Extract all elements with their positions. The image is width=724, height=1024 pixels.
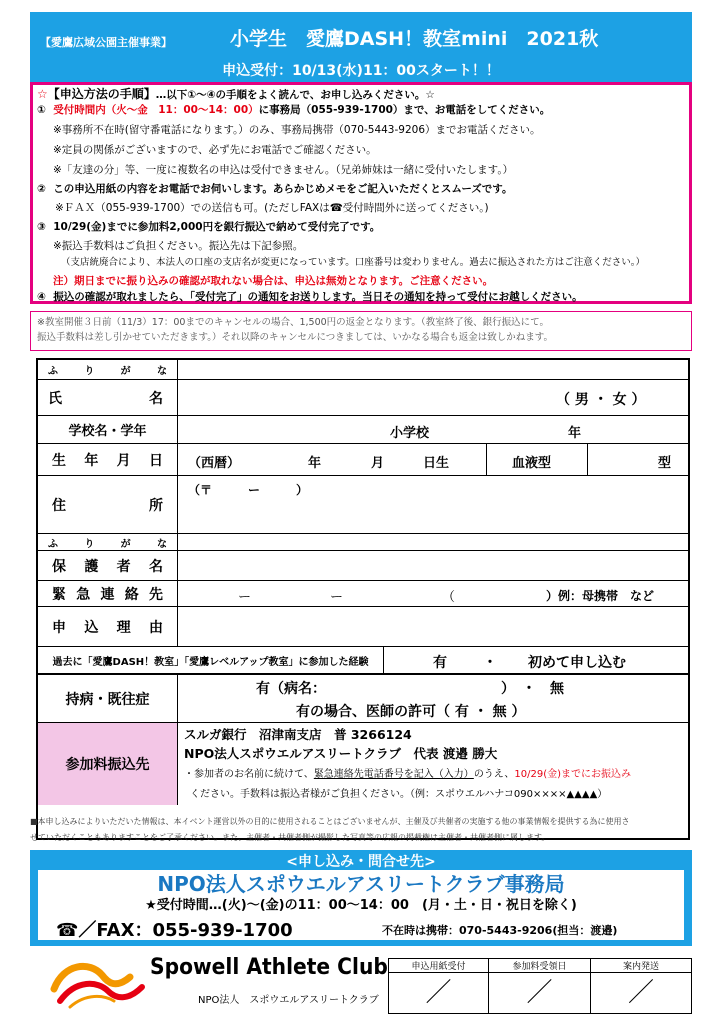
label-char: が	[120, 538, 131, 550]
contact-org: NPO法人スポウエルアスリートクラブ事務局	[157, 872, 565, 896]
contact-hours: ★受付時間…(火)～(金)の11：00～14：00 (月・土・日・祝日を除く)	[145, 898, 577, 913]
school-field[interactable]	[179, 416, 688, 443]
stamp-cell-3[interactable]: ／	[627, 978, 654, 1008]
step-3-note-1: ※振込手数料はご負担ください。振込先は下記参照。	[53, 240, 304, 252]
fee-label	[38, 723, 178, 805]
grade-suffix: 年	[568, 426, 582, 441]
bank-note-1	[184, 765, 631, 780]
cancellation-line-1: ※教室開催３日前（11/3）17：00までのキャンセルの場合、1,500円の返金となります。（教室終了後、銀行振込にて。	[37, 317, 549, 328]
form-row-illness	[38, 675, 688, 723]
step-3-text: 10/29(金)までに参加料2,000円を銀行振込で納めて受付完了です。	[53, 221, 381, 233]
label-text: 参加料振込先	[65, 757, 150, 773]
logo	[50, 955, 388, 1010]
logo-sub: NPO法人 スポウエルアスリートクラブ	[198, 995, 379, 1006]
stamp-header-3: 案内発送	[591, 959, 691, 973]
label-char: 住	[52, 497, 66, 514]
label-char: り	[84, 538, 95, 550]
label-char: ふ	[48, 366, 58, 377]
stamp-cell-1[interactable]: ／	[389, 973, 489, 1013]
form-row-experience	[38, 647, 688, 675]
emergency-dash-1: ー	[238, 590, 252, 605]
bank-note-2: ください。手数料は振込者様がご負担ください。（例：スポウエルハナコ090××××▲▲▲▲）	[190, 789, 608, 800]
label-char: 所	[149, 497, 163, 514]
emergency-paren: （	[442, 590, 456, 605]
step-2-number: ②	[37, 183, 46, 195]
furigana-label	[38, 360, 178, 379]
label-char: 保	[52, 558, 66, 575]
step-3-warning: 注）期日までに振り込みの確認が取れない場合は、申込は無効となります。ご注意ください。	[53, 275, 494, 287]
form-row-reason	[38, 607, 688, 647]
bank-note-b: 緊急連絡先電話番号を記入（入力）	[313, 769, 474, 780]
label-char: 絡	[124, 586, 139, 603]
emergency-field[interactable]	[179, 581, 688, 606]
step-1-hours: 受付時間内（火～金 11：00～14：00）	[53, 104, 259, 116]
step-2-text: この申込用紙の内容をお電話でお伺いします。あらかじめメモをご記入いただくとスムーズです。	[53, 183, 513, 195]
furigana-field[interactable]	[179, 360, 688, 379]
illness-label	[38, 675, 178, 722]
form-row-address	[38, 476, 688, 534]
address-label	[38, 476, 178, 533]
form-row-name	[38, 380, 688, 416]
header-banner	[30, 12, 692, 84]
cancellation-note	[30, 311, 692, 351]
birth-year[interactable]: 年	[308, 456, 322, 471]
form-row-emergency	[38, 581, 688, 607]
step-3-note-2: （支店統廃合により、本法人の口座の支店名が変更になっています。口座番号は変わりません。過去に振込された方はご注意ください。）	[61, 257, 646, 268]
emergency-dash-2: ー	[330, 590, 344, 605]
divider	[587, 444, 588, 475]
illness-line-1[interactable]: 有（病名： ） ・ 無	[256, 681, 564, 697]
label-char: 日	[148, 452, 163, 469]
contact-phone[interactable]: ☎／FAX：055-939-1700	[56, 920, 293, 941]
reason-label	[38, 607, 178, 646]
header-subtitle: 申込受付：10/13(水)11：00スタート！！	[222, 63, 500, 79]
experience-first[interactable]: 初めて申し込む	[528, 655, 626, 671]
blood-label: 血液型	[512, 456, 552, 471]
reason-field[interactable]	[179, 607, 688, 646]
office-use-table	[388, 958, 692, 1014]
birth-label	[38, 444, 178, 475]
label-char: 年	[84, 452, 99, 469]
bank-line-1: スルガ銀行 沼津南支店 普 3266124	[184, 727, 412, 742]
experience-label-cell	[38, 647, 384, 673]
form-row-guardian-furigana	[38, 534, 688, 551]
label-char: な	[156, 366, 167, 377]
guardian-field[interactable]	[179, 551, 688, 580]
label-char: 氏	[48, 390, 62, 407]
procedure-heading	[37, 87, 435, 102]
step-4-number: ④	[37, 291, 46, 303]
emergency-example: ）例：母携帯 など	[546, 589, 655, 603]
label-char: な	[156, 538, 167, 550]
label-char: り	[84, 366, 95, 377]
star-icon: ☆	[37, 87, 48, 101]
experience-yes[interactable]: 有	[433, 655, 447, 671]
privacy-line-2: せていただくこともありますことをご了承ください。また、主催者・共催者側が撮影した写真等の広報の掲載権は主催者・共催者側に属します。	[30, 833, 550, 842]
stamp-cell-2[interactable]: ／	[489, 973, 591, 1013]
blood-suffix[interactable]: 型	[658, 456, 672, 471]
address-field[interactable]	[179, 498, 688, 533]
school-label	[38, 416, 178, 443]
step-1-note-1: ※事務所不在時(留守番電話になります。）のみ、事務局携帯（070-5443-9206）までお電話ください。	[53, 124, 541, 136]
step-1	[37, 103, 550, 117]
label-text: 持病・既往症	[65, 691, 150, 708]
contact-inner	[38, 870, 684, 940]
label-char: 名	[148, 558, 163, 575]
bank-note-a: ・参加者のお名前に続けて、	[184, 769, 314, 780]
page-title: 小学生 愛鷹DASH！教室mini 2021秋	[230, 28, 599, 50]
school-suffix: 小学校	[390, 426, 430, 441]
experience-separator: ・	[483, 655, 497, 671]
label-char: 者	[116, 558, 131, 575]
privacy-line-1: ■本申し込みによりいただいた情報は、本イベント運営以外の目的に使用されることはございませんが、主催及び共催者の実施する他の事業情報を提供する為に使用さ	[30, 817, 630, 826]
label-text: 学校名・学年	[68, 424, 147, 439]
guardian-furigana-label	[38, 534, 178, 550]
bank-line-2: NPO法人スポウエルアスリートクラブ 代表 渡邉 勝大	[184, 746, 498, 761]
form-row-school	[38, 416, 688, 444]
birth-month[interactable]: 月	[371, 456, 385, 471]
form-row-guardian	[38, 551, 688, 581]
label-char: 月	[116, 452, 131, 469]
birth-day[interactable]: 日生	[423, 456, 450, 471]
address-zip[interactable]: （〒 ー ）	[188, 483, 309, 497]
label-char: 急	[76, 586, 91, 603]
step-3-number: ③	[37, 221, 46, 233]
application-form	[36, 358, 690, 840]
step-4	[37, 290, 583, 304]
label-char: ふ	[48, 538, 58, 550]
contact-mobile[interactable]: 不在時は携帯：070-5443-9206(担当：渡邉)	[382, 924, 618, 937]
label-char: 生	[52, 452, 66, 469]
step-4-text: 振込の確認が取れましたら、「受付完了」の通知をお送りします。当日その通知を持って受付にお越しください。	[53, 291, 583, 303]
procedure-heading-title: 【申込方法の手順】	[47, 87, 156, 101]
label-char: 込	[84, 619, 99, 636]
bank-note-c: のうえ、	[473, 769, 515, 780]
name-label	[38, 380, 178, 415]
guardian-furigana-field[interactable]	[179, 534, 688, 550]
emergency-label	[38, 581, 178, 606]
label-char: が	[120, 366, 131, 377]
illness-line-2[interactable]: 有の場合、医師の許可（ 有 ・ 無 ）	[296, 704, 526, 720]
label-char: 理	[116, 619, 131, 636]
stamp-header-2: 参加料受領日	[489, 959, 591, 973]
step-1-note-3: ※「友達の分」等、一度に複数名の申込は受付できません。（兄弟姉妹は一緒に受付いたします。）	[53, 164, 514, 176]
label-char: 護	[84, 558, 99, 575]
stamp-header-1: 申込用紙受付	[389, 959, 489, 973]
guardian-label	[38, 551, 178, 580]
logo-name: Spowell Athlete Club	[150, 955, 388, 980]
logo-swoosh-icon	[50, 955, 146, 1010]
label-char: 緊	[52, 586, 66, 603]
label-char: 由	[148, 619, 163, 636]
label-char: 連	[100, 586, 115, 603]
experience-label: 過去に「愛鷹DASH！教室」「愛鷹レベルアップ教室」に参加した経験	[52, 656, 369, 668]
procedure-heading-rest: …以下①～④の手順をよく読んで、お申し込みください。☆	[155, 89, 435, 101]
label-char: 申	[52, 619, 66, 636]
header-prefix: 【愛鷹広域公園主催事業】	[40, 36, 172, 49]
contact-box	[30, 850, 692, 946]
form-row-fee	[38, 723, 688, 805]
step-2-note: ※ＦＡＸ（055-939-1700）での送信も可。(ただしFAXは☎受付時間外に送ってください。)	[55, 202, 489, 214]
step-3	[37, 220, 380, 234]
divider	[486, 444, 487, 475]
privacy-note	[30, 814, 692, 846]
bank-note-d: 10/29(金)までにお振込み	[514, 769, 632, 780]
procedure-box	[30, 82, 692, 304]
step-2	[37, 182, 512, 196]
gender-choice[interactable]: （ 男 ・ 女 ）	[556, 392, 646, 408]
contact-heading: <申し込み・問合せ先>	[286, 854, 436, 870]
step-1-text: に事務局（055-939-1700）まで、お電話をしてください。	[258, 104, 551, 116]
birth-era: （西暦）	[188, 456, 241, 471]
label-char: 名	[149, 390, 163, 407]
form-row-furigana	[38, 360, 688, 380]
form-row-birthdate	[38, 444, 688, 476]
label-char: 先	[149, 586, 163, 603]
step-1-number: ①	[37, 104, 46, 116]
step-1-note-2: ※定員の関係がございますので、必ず先にお電話でご確認ください。	[53, 144, 377, 156]
cancellation-line-2: 振込手数料は差し引かせていただきます。）それ以降のキャンセルにつきましては、いかなる場合も返金は致しかねます。	[37, 332, 554, 343]
